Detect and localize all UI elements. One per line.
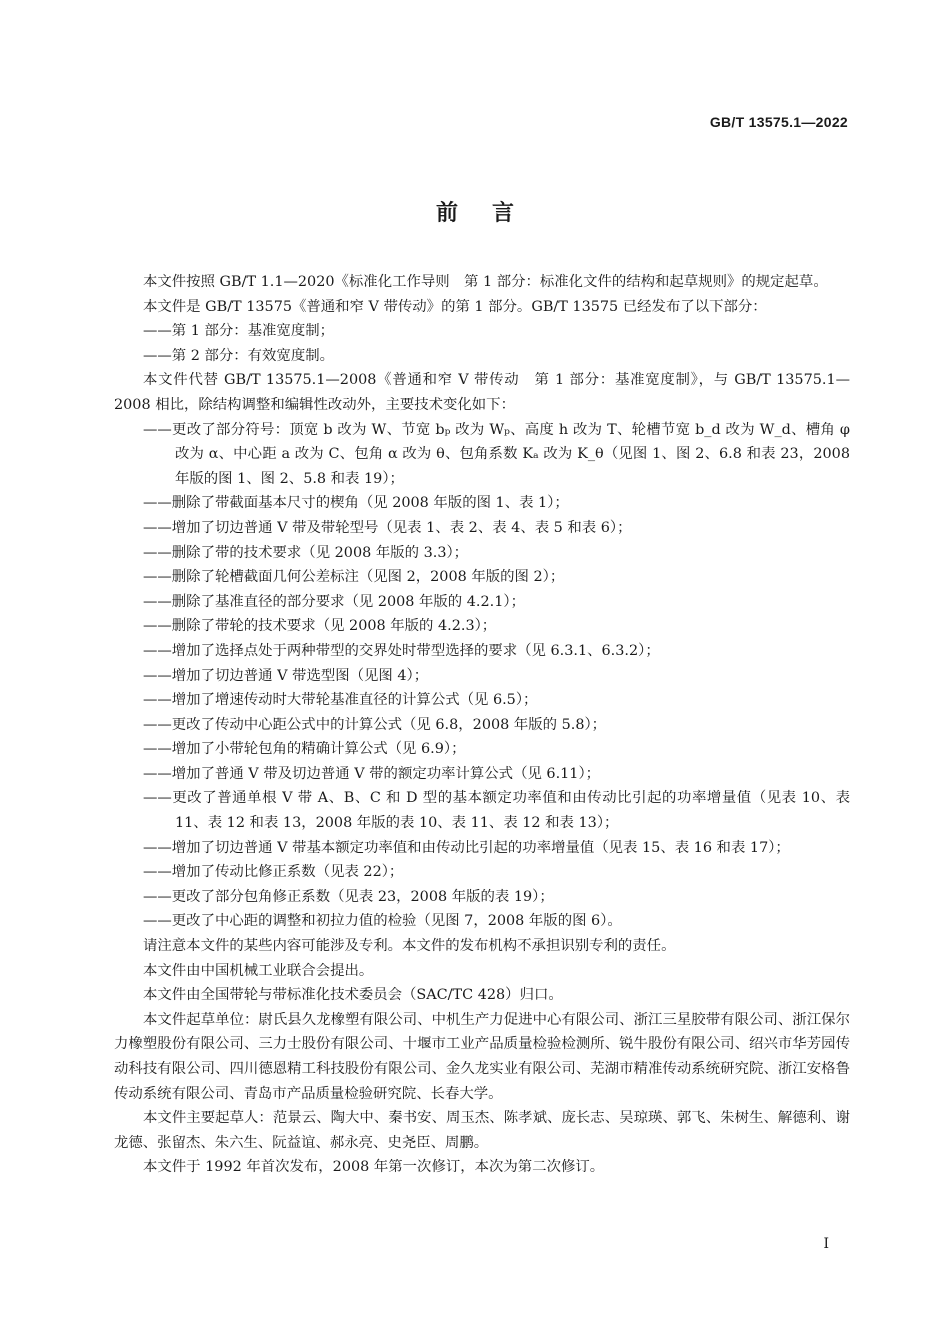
- change-item: ——增加了小带轮包角的精确计算公式（见 6.9）；: [143, 741, 466, 758]
- list-item: ——第 1 部分：基准宽度制；: [143, 323, 334, 340]
- change-item: ——删除了带的技术要求（见 2008 年版的 3.3）；: [143, 544, 469, 561]
- change-item: ——更改了部分符号：顶宽 b 改为 W、节宽 bₚ 改为 Wₚ、高度 h 改为 T、轮槽节宽 b_d 改为 W_d、槽角 φ 改为 α、中心距 a 改为 C、包角 α 改为 θ、包角系数 Kₐ 改为 K_θ（见图 1、图 2、6.8 和表 23，2008 年版的图 1、图 2、5.8 和表 19）；: [143, 421, 850, 487]
- paragraph-committee: 本文件由全国带轮与带标准化技术委员会（SAC/TC 428）归口。: [143, 987, 563, 1004]
- change-item: ——更改了部分包角修正系数（见表 23，2008 年版的表 19）；: [143, 888, 554, 905]
- standard-number: GB/T 13575.1—2022: [709, 114, 848, 130]
- paragraph-drafters: 本文件主要起草人：范景云、陶大中、秦书安、周玉杰、陈孝斌、庞长志、吴琼瑛、郭飞、朱树生、解德利、谢龙德、张留杰、朱六生、阮益谊、郝永亮、史尧臣、周鹏。: [114, 1110, 850, 1151]
- change-item: ——删除了轮槽截面几何公差标注（见图 2，2008 年版的图 2）；: [143, 569, 565, 586]
- document-body: [114, 270, 850, 1180]
- change-item: ——增加了传动比修正系数（见表 22）；: [143, 864, 404, 881]
- change-item: ——增加了普通 V 带及切边普通 V 带的额定功率计算公式（见 6.11）；: [143, 765, 601, 782]
- paragraph-proposer: 本文件由中国机械工业联合会提出。: [143, 962, 374, 979]
- change-item: ——增加了切边普通 V 带基本额定功率值和由传动比引起的功率增量值（见表 15、表 16 和表 17）；: [143, 839, 790, 856]
- change-item: ——更改了中心距的调整和初拉力值的检验（见图 7，2008 年版的图 6）。: [143, 913, 622, 930]
- paragraph-drafting-rules: 本文件按照 GB/T 1.1—2020《标准化工作导则 第 1 部分：标准化文件的结构和起草规则》的规定起草。: [143, 274, 828, 290]
- change-item: ——增加了选择点处于两种带型的交界处时带型选择的要求（见 6.3.1、6.3.2）；: [143, 642, 660, 659]
- paragraph-drafting-units: 本文件起草单位：尉氏县久龙橡塑有限公司、中机生产力促进中心有限公司、浙江三星胶带有限公司、浙江保尔力橡塑股份有限公司、三力士股份有限公司、十堰市工业产品质量检验检测所、锐牛股份有限公司、绍兴市华芳园传动科技有限公司、四川德恩精工科技股份有限公司、金久龙实业有限公司、芜湖市精准传动系统研究院、浙江安格鲁传动系统有限公司、青岛市产品质量检验研究院、长春大学。: [114, 1011, 850, 1102]
- paragraph-part-of-series: 本文件是 GB/T 13575《普通和窄 V 带传动》的第 1 部分。GB/T 13575 已经发布了以下部分：: [143, 298, 767, 315]
- page-number: Ⅰ: [823, 1236, 829, 1252]
- change-item: ——增加了切边普通 V 带及带轮型号（见表 1、表 2、表 4、表 5 和表 6）；: [143, 519, 632, 536]
- change-item: ——更改了传动中心距公式中的计算公式（见 6.8，2008 年版的 5.8）；: [143, 716, 607, 733]
- change-item: ——增加了增速传动时大带轮基准直径的计算公式（见 6.5）；: [143, 692, 538, 709]
- change-item: ——删除了带截面基本尺寸的楔角（见 2008 年版的图 1、表 1）；: [143, 495, 569, 512]
- change-item: ——删除了带轮的技术要求（见 2008 年版的 4.2.3）；: [143, 618, 497, 635]
- change-item: ——更改了普通单根 V 带 A、B、C 和 D 型的基本额定功率值和由传动比引起的功率增量值（见表 10、表 11、表 12 和表 13，2008 年版的表 10、表 11、表 12 和表 13）；: [143, 790, 850, 832]
- list-item: ——第 2 部分：有效宽度制。: [143, 347, 334, 364]
- paragraph-patent-notice: 请注意本文件的某些内容可能涉及专利。本文件的发布机构不承担识别专利的责任。: [143, 938, 676, 955]
- paragraph-history: 本文件于 1992 年首次发布，2008 年第一次修订，本次为第二次修订。: [143, 1159, 605, 1176]
- paragraph-replaces: 本文件代替 GB/T 13575.1—2008《普通和窄 V 带传动 第 1 部分：基准宽度制》，与 GB/T 13575.1—2008 相比，除结构调整和编辑性改动外，主要技术变化如下：: [114, 372, 850, 413]
- page-title: 前言: [435, 201, 548, 226]
- change-item: ——增加了切边普通 V 带选型图（见图 4）；: [143, 667, 429, 684]
- change-item: ——删除了基准直径的部分要求（见 2008 年版的 4.2.1）；: [143, 593, 525, 610]
